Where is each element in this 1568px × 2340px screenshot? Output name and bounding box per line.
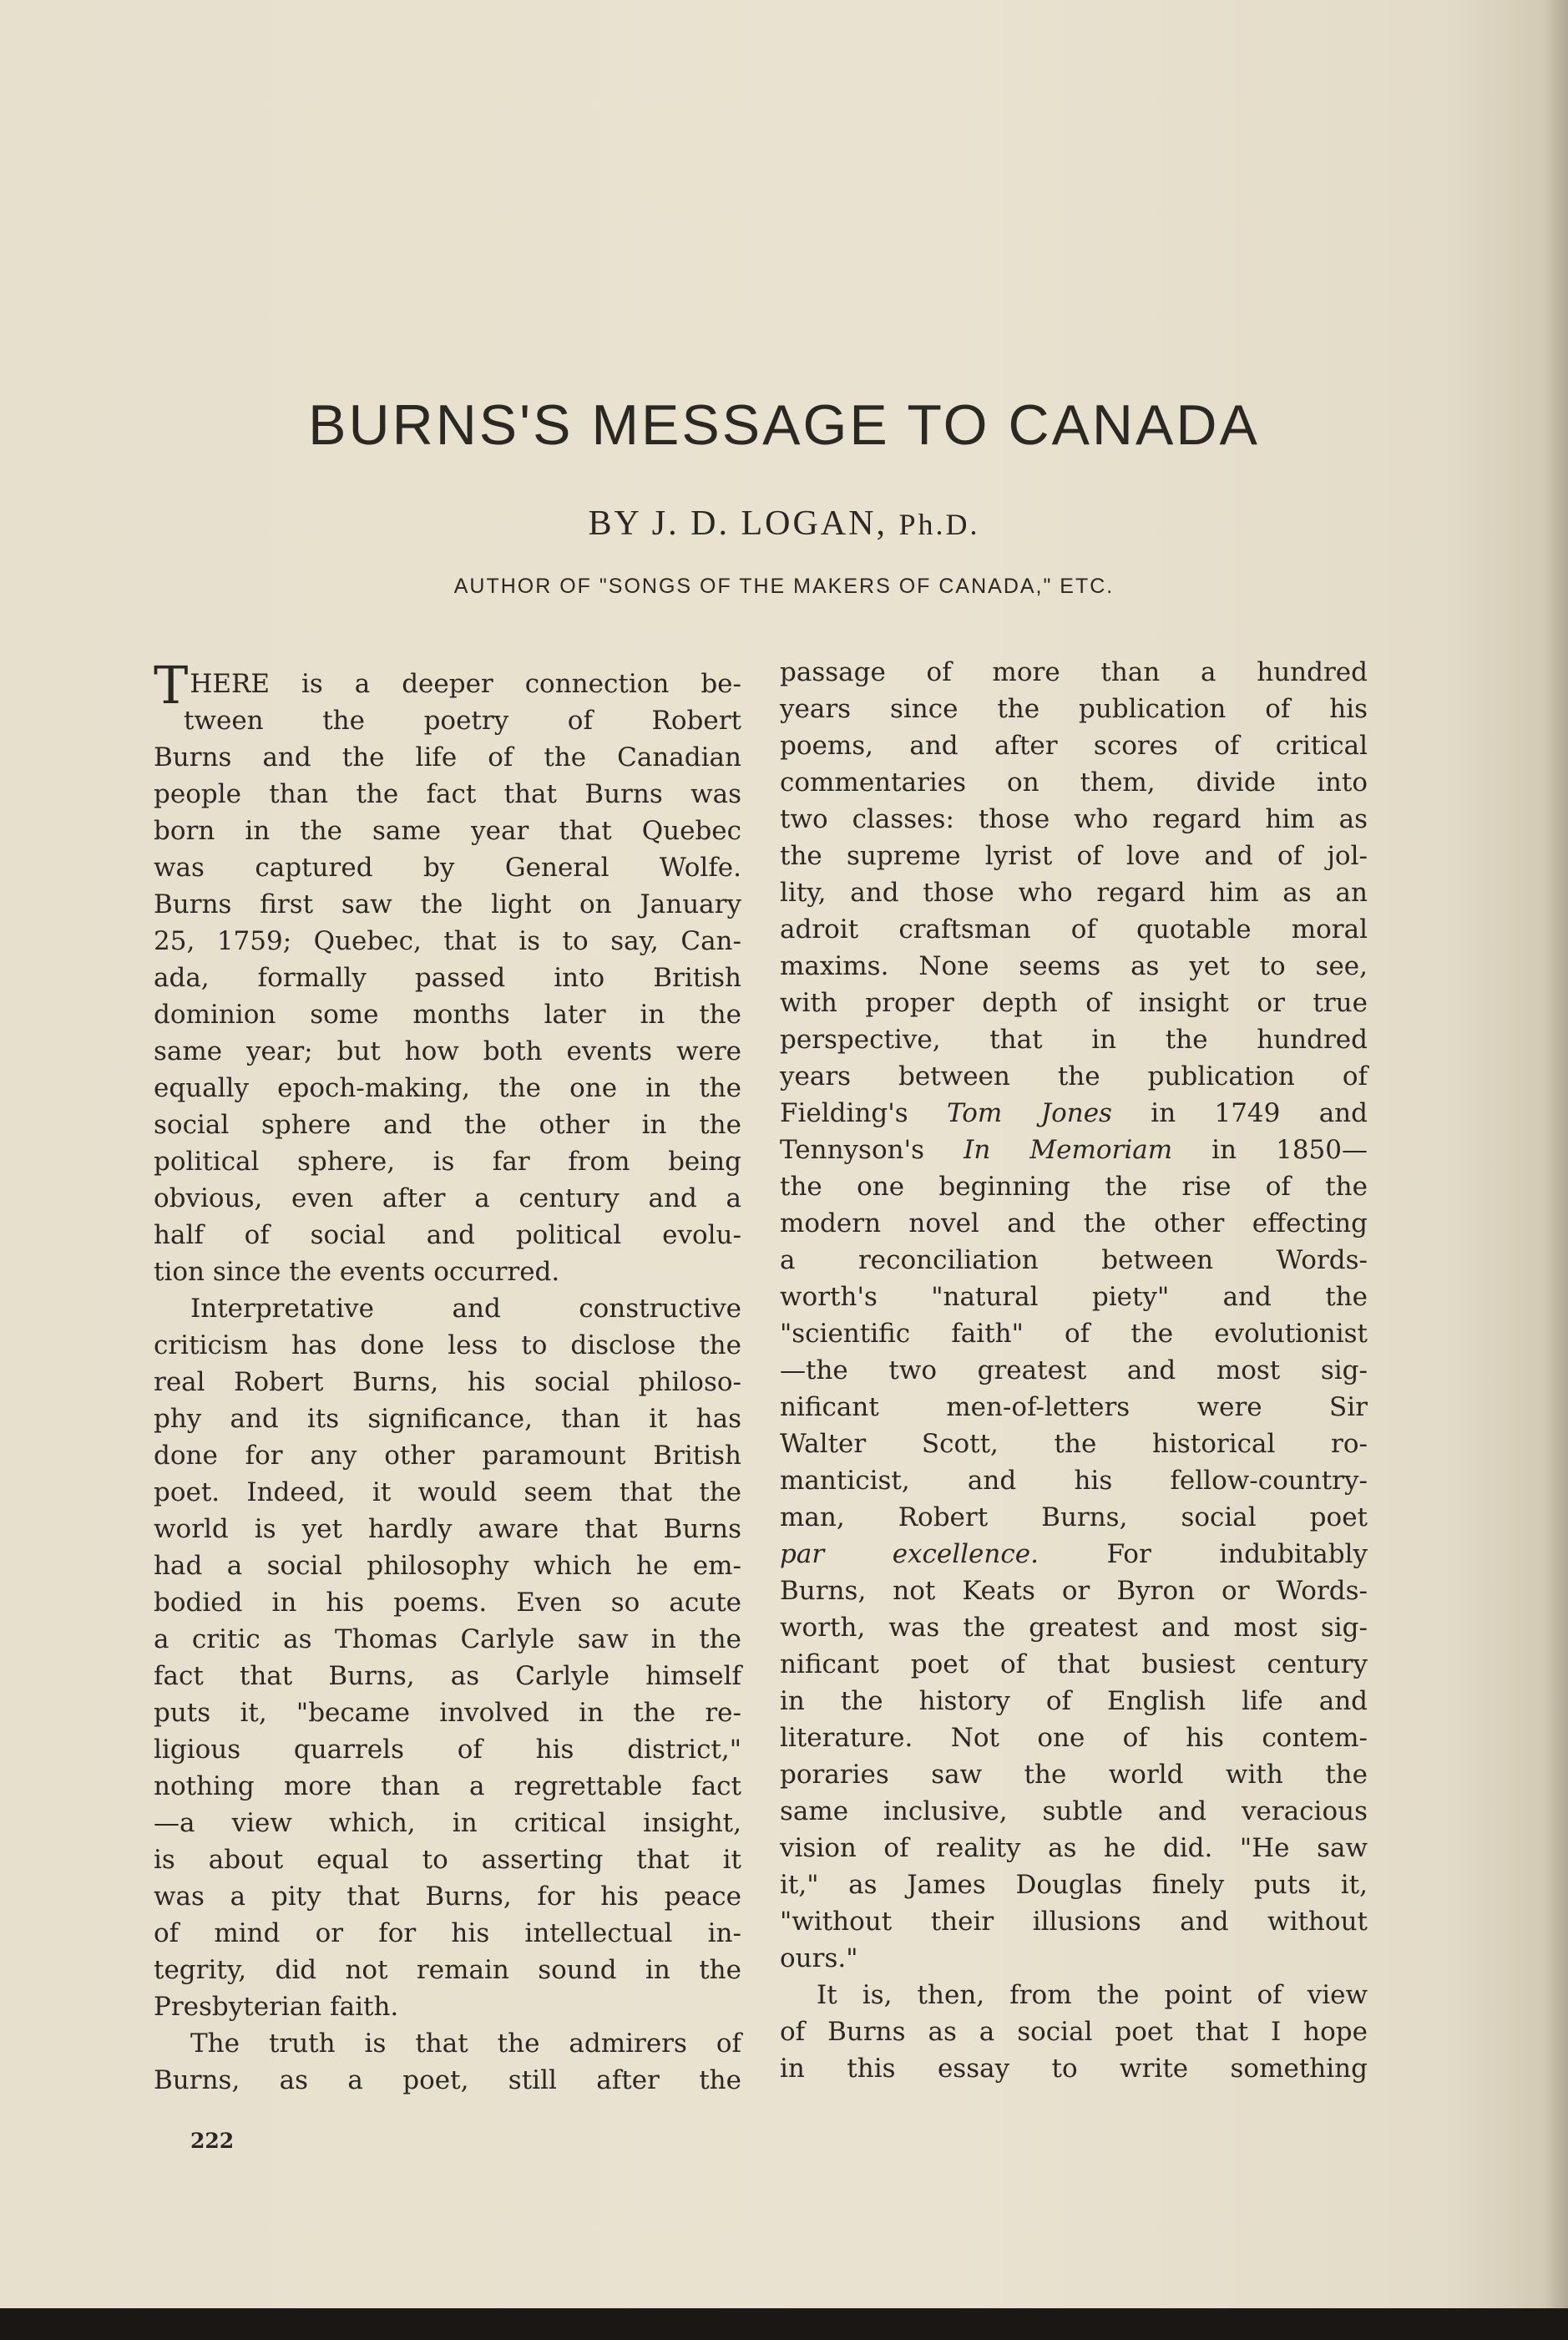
right-column-line: Tennyson's In Memoriam in 1850—: [780, 1135, 1368, 1165]
left-column-line: social sphere and the other in the: [154, 1110, 741, 1140]
right-column-line: it," as James Douglas finely puts it,: [780, 1870, 1368, 1900]
right-column-line: par excellence. For indubitably: [780, 1539, 1368, 1569]
left-column-line: puts it, "became involved in the re-: [154, 1698, 741, 1728]
left-column-line: Presbyterian faith.: [154, 1992, 399, 2022]
author-note: AUTHOR OF "SONGS OF THE MAKERS OF CANADA," ETC.: [453, 575, 1115, 598]
byline: [0, 504, 1568, 544]
left-column-line: Burns and the life of the Canadian: [154, 742, 741, 772]
left-column-line: bodied in his poems. Even so acute: [154, 1588, 741, 1618]
left-column-line: 25, 1759; Quebec, that is to say, Can-: [154, 926, 741, 956]
left-column-line: is about equal to asserting that it: [154, 1845, 741, 1875]
page-edge-shadow: [1543, 0, 1568, 2340]
left-column-line: Burns, as a poet, still after the: [154, 2065, 741, 2095]
right-column-line: poraries saw the world with the: [780, 1760, 1368, 1790]
byline-name: J. D. LOGAN,: [651, 504, 888, 543]
right-column-line: poems, and after scores of critical: [780, 731, 1368, 761]
left-column-line: born in the same year that Quebec: [154, 816, 741, 846]
drop-cap: T: [154, 655, 189, 716]
left-column-line: THERE is a deeper connection be-: [154, 655, 741, 716]
right-column-line: years between the publication of: [780, 1061, 1368, 1091]
right-column-line: same inclusive, subtle and veracious: [780, 1796, 1368, 1826]
left-column-line: was a pity that Burns, for his peace: [154, 1882, 741, 1912]
left-column-line: equally epoch-making, the one in the: [154, 1073, 741, 1103]
right-column-line: with proper depth of insight or true: [780, 988, 1368, 1018]
right-column-line: "scientific faith" of the evolutionist: [780, 1319, 1368, 1349]
right-column-line: in this essay to write something: [780, 2054, 1368, 2084]
left-column-line: obvious, even after a century and a: [154, 1183, 741, 1213]
left-column-line: tion since the events occurred.: [154, 1257, 560, 1287]
left-column-line: was captured by General Wolfe.: [154, 853, 741, 883]
right-column-line: years since the publication of his: [780, 694, 1368, 724]
left-column-line: fact that Burns, as Carlyle himself: [154, 1661, 741, 1691]
left-column-line: had a social philosophy which he em-: [154, 1551, 741, 1581]
right-column-line: It is, then, from the point of view: [817, 1980, 1368, 2010]
right-column-line: Walter Scott, the historical ro-: [780, 1429, 1368, 1459]
right-column-line: ours.": [780, 1943, 858, 1973]
right-column-line: vision of reality as he did. "He saw: [780, 1833, 1368, 1863]
right-column-line: in the history of English life and: [780, 1686, 1368, 1716]
right-column-line: adroit craftsman of quotable moral: [780, 914, 1368, 945]
right-column-line: the one beginning the rise of the: [780, 1172, 1368, 1202]
left-column-line: real Robert Burns, his social philoso-: [154, 1367, 741, 1397]
right-column-line: worth, was the greatest and most sig-: [780, 1613, 1368, 1643]
scan-bottom-edge: [0, 2308, 1568, 2340]
left-column-line: dominion some months later in the: [154, 1000, 741, 1030]
right-column-line: man, Robert Burns, social poet: [780, 1502, 1368, 1532]
right-column-line: literature. Not one of his contem-: [780, 1723, 1368, 1753]
right-column-line: nificant men-of-letters were Sir: [780, 1392, 1368, 1422]
byline-degree: Ph.D.: [898, 508, 980, 541]
right-column-line: perspective, that in the hundred: [780, 1025, 1368, 1055]
left-column-line: political sphere, is far from being: [154, 1147, 741, 1177]
left-column-line: criticism has done less to disclose the: [154, 1330, 741, 1360]
left-column-line: of mind or for his intellectual in-: [154, 1918, 741, 1948]
left-column-line: same year; but how both events were: [154, 1036, 741, 1066]
left-column-line: poet. Indeed, it would seem that the: [154, 1477, 741, 1507]
left-column-line: phy and its significance, than it has: [154, 1404, 741, 1434]
byline-by: BY: [588, 504, 641, 543]
left-column-line: a critic as Thomas Carlyle saw in the: [154, 1624, 741, 1654]
right-column-line: modern novel and the other effecting: [780, 1208, 1368, 1238]
left-column-line: done for any other paramount British: [154, 1441, 741, 1471]
left-column-line: tween the poetry of Robert: [184, 706, 741, 736]
right-column-line: "without their illusions and without: [780, 1907, 1368, 1937]
left-column-line: ada, formally passed into British: [154, 963, 741, 993]
left-column-line: people than the fact that Burns was: [154, 779, 741, 809]
right-column-line: passage of more than a hundred: [780, 657, 1368, 687]
left-column-line: tegrity, did not remain sound in the: [154, 1955, 741, 1985]
right-column-line: nificant poet of that busiest century: [780, 1649, 1368, 1679]
right-column-line: the supreme lyrist of love and of jol-: [780, 841, 1368, 871]
right-column-line: two classes: those who regard him as: [780, 804, 1368, 834]
left-column-line: world is yet hardly aware that Burns: [154, 1514, 741, 1544]
right-column-line: Burns, not Keats or Byron or Words-: [780, 1576, 1368, 1606]
article-title: BURNS'S MESSAGE TO CANADA: [308, 393, 1260, 457]
left-column-line: —a view which, in critical insight,: [154, 1808, 741, 1838]
right-column-line: lity, and those who regard him as an: [780, 878, 1368, 908]
left-column: [154, 655, 741, 2099]
right-column-line: manticist, and his fellow-country-: [780, 1466, 1368, 1496]
left-column-line: half of social and political evolu-: [154, 1220, 741, 1250]
right-column-line: maxims. None seems as yet to see,: [780, 951, 1368, 981]
left-column-line: Interpretative and constructive: [190, 1294, 741, 1324]
right-column-line: —the two greatest and most sig-: [780, 1355, 1368, 1385]
right-column-line: worth's "natural piety" and the: [780, 1282, 1368, 1312]
right-column-line: a reconciliation between Words-: [780, 1245, 1368, 1275]
right-column-line: Fielding's Tom Jones in 1749 and: [780, 1098, 1368, 1128]
right-column: [780, 654, 1368, 2087]
left-column-line: The truth is that the admirers of: [190, 2029, 741, 2059]
right-column-line: commentaries on them, divide into: [780, 767, 1368, 798]
right-column-line: of Burns as a social poet that I hope: [780, 2017, 1368, 2047]
page-number: 222: [190, 2129, 235, 2153]
left-column-line: ligious quarrels of his district,": [154, 1735, 741, 1765]
left-column-line: nothing more than a regrettable fact: [154, 1771, 741, 1801]
left-column-line: Burns first saw the light on January: [154, 889, 741, 919]
